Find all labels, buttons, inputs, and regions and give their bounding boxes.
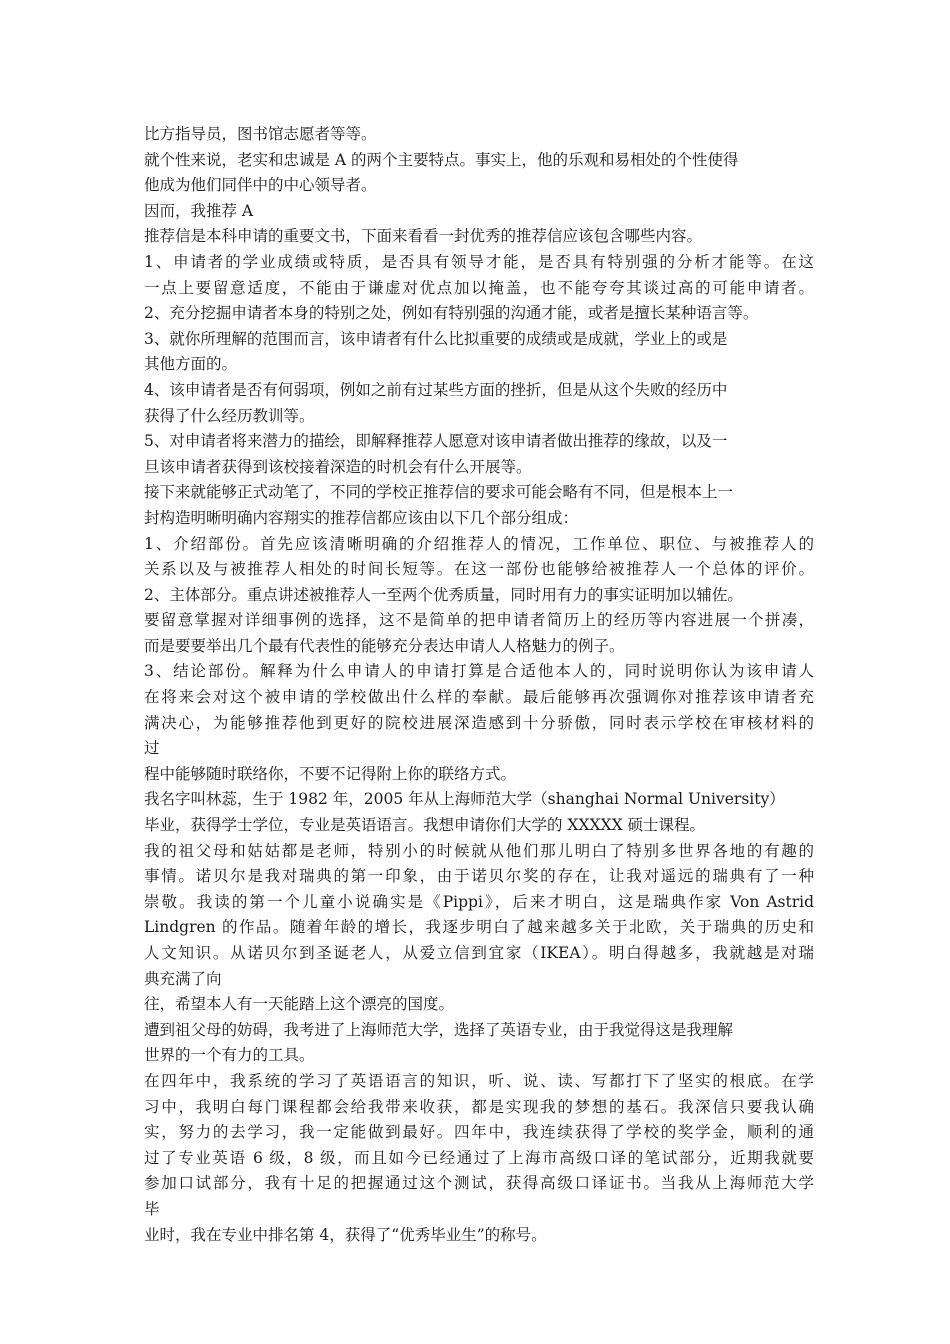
text-line: 比方指导员，图书馆志愿者等等。 <box>144 125 377 143</box>
text-line: 3、就你所理解的范围而言，该申请者有什么比拟重要的成绩或是成就，学业上的或是 <box>144 329 728 348</box>
text-line: 2、主体部分。重点讲述被推荐人一至两个优秀质量，同时用有力的事实证明加以辅佐。 <box>144 585 743 604</box>
text-line: 而是要要举出几个最有代表性的能够充分表达申请人人格魅力的例子。 <box>144 636 625 655</box>
text-line: 我的祖父母和姑姑都是老师，特别小的时候就从他们那儿明白了特别多世界各地的有趣的 <box>144 841 814 860</box>
text-line: 一点上要留意适度，不能由于谦虚对优点加以掩盖，也不能夸夸其谈过高的可能申请者。 <box>144 278 814 297</box>
text-line: 实，努力的去学习，我一定能做到最好。四年中，我连续获得了学校的奖学金，顺利的通 <box>144 1123 814 1142</box>
text-line: 世界的一个有力的工具。 <box>144 1046 315 1065</box>
text-line: 关系以及与被推荐人相处的时间长短等。在这一部份也能够给被推荐人一个总体的评价。 <box>144 560 814 579</box>
text-line: 事情。诺贝尔是我对瑞典的第一印象，由于诺贝尔奖的存在，让我对遥远的瑞典有了一种 <box>144 867 814 886</box>
text-line: 封构造明晰明确内容翔实的推荐信都应该由以下几个部分组成： <box>144 508 579 527</box>
text-line: 遭到祖父母的妨碍，我考进了上海师范大学，选择了英语专业，由于我觉得这是我理解 <box>144 1020 734 1039</box>
text-line: 他成为他们同伴中的中心领导者。 <box>144 176 377 195</box>
text-line: 因而，我推荐 A <box>144 201 254 220</box>
text-line: 旦该申请者获得到该校接着深造的时机会有什么开展等。 <box>144 457 532 476</box>
text-line: 1、申请者的学业成绩或特质，是否具有领导才能，是否具有特别强的分析才能等。在这 <box>144 252 814 271</box>
text-line: 毕业，获得学士学位，专业是英语语言。我想申请你们大学的 XXXXX 硕士课程。 <box>144 816 706 835</box>
text-line: 习中，我明白每门课程都会给我带来收获，都是实现我的梦想的基石。我深信只要我认确 <box>144 1097 814 1116</box>
text-line: 获得了什么经历教训等。 <box>144 406 315 425</box>
text-line: 往，希望本人有一天能踏上这个漂亮的国度。 <box>144 995 455 1014</box>
document-body <box>144 122 814 1248</box>
text-line: 参加口试部分，我有十足的把握通过这个测试，获得高级口译证书。当我从上海师范大学 <box>144 1174 814 1193</box>
text-line: 过了专业英语 6 级，8 级，而且如今已经通过了上海市高级口译的笔试部分，近期我就要 <box>144 1148 814 1167</box>
text-line: Lindgren 的作品。随着年龄的增长，我逐步明白了越来越多关于北欧，关于瑞典的历史和 <box>144 918 814 937</box>
text-line: 推荐信是本科申请的重要文书，下面来看看一封优秀的推荐信应该包含哪些内容。 <box>144 227 703 246</box>
text-line: 1、介绍部份。首先应该清晰明确的介绍推荐人的情况，工作单位、职位、与被推荐人的 <box>144 534 814 553</box>
text-line: 接下来就能够正式动笔了，不同的学校正推荐信的要求可能会略有不同，但是根本上一 <box>144 483 734 502</box>
text-line: 崇敬。我读的第一个儿童小说确实是《Pippi》，后来才明白，这是瑞典作家 Von Astrid <box>144 892 814 911</box>
text-line: 业时，我在专业中排名第 4，获得了“优秀毕业生”的称号。 <box>144 1225 547 1244</box>
text-line: 过 <box>144 739 160 758</box>
text-line: 其他方面的。 <box>144 355 238 374</box>
text-line: 2、充分挖掘申请者本身的特别之处，例如有特别强的沟通才能，或者是擅长某种语言等。 <box>144 304 759 323</box>
text-line: 在四年中，我系统的学习了英语语言的知识，听、说、读、写都打下了坚实的根底。在学 <box>144 1071 814 1090</box>
text-line: 满决心，为能够推荐他到更好的院校进展深造感到十分骄傲，同时表示学校在审核材料的 <box>144 713 814 732</box>
text-line: 我名字叫林蕊，生于 1982 年，2005 年从上海师范大学（shanghai Normal University） <box>144 790 785 809</box>
text-line: 要留意掌握对详细事例的选择，这不是简单的把申请者简历上的经历等内容进展一个拼凑， <box>144 611 814 630</box>
text-line: 人文知识。从诺贝尔到圣诞老人，从爱立信到宜家（IKEA）。明白得越多，我就越是对瑞 <box>144 944 814 962</box>
text-line: 5、对申请者将来潜力的描绘，即解释推荐人愿意对该申请者做出推荐的缘故，以及一 <box>144 432 728 451</box>
text-line: 4、该申请者是否有何弱项，例如之前有过某些方面的挫折，但是从这个失败的经历中 <box>144 380 728 399</box>
text-line: 在将来会对这个被申请的学校做出什么样的奉献。最后能够再次强调你对推荐该申请者充 <box>144 688 814 707</box>
text-line: 毕 <box>144 1199 160 1218</box>
text-line: 3、结论部份。解释为什么申请人的申请打算是合适他本人的，同时说明你认为该申请人 <box>144 662 814 681</box>
text-line: 典充满了向 <box>144 969 222 988</box>
text-line: 就个性来说，老实和忠诚是 A 的两个主要特点。事实上，他的乐观和易相处的个性使得 <box>144 150 739 169</box>
text-line: 程中能够随时联络你，不要不记得附上你的联络方式。 <box>144 764 517 783</box>
